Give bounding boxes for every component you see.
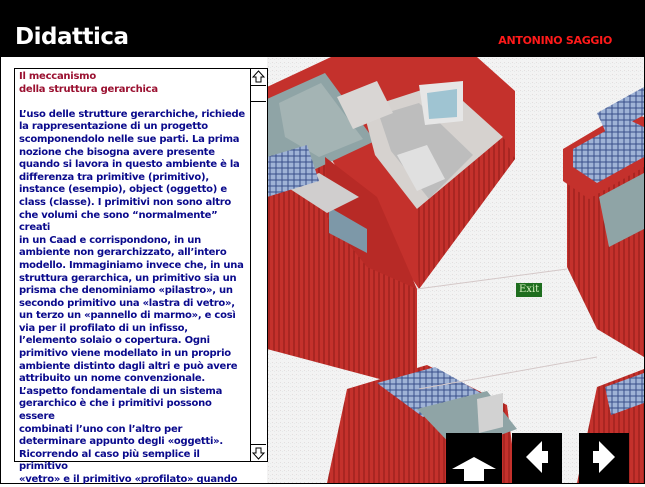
article-body-line: secondo primitivo una «lastra di vetro», [19, 297, 235, 309]
paragraph-spacer [19, 96, 249, 109]
article-body-line: class (classe). I primitivi non sono altro [19, 196, 232, 208]
next-page-button[interactable] [579, 433, 629, 483]
house-up-arrow-icon [446, 433, 502, 483]
article-body-line: scomponendolo nelle sue parti. La prima [19, 133, 240, 145]
article-body-line: modello. Immaginiamo invece che, in una [19, 259, 244, 271]
article-body-line: determinare appunto degli «oggetti». [19, 436, 223, 448]
scroll-up-button[interactable] [251, 69, 266, 86]
article-body-line: instance (esempio), object (oggetto) e [19, 184, 227, 196]
article-body-line: ambiente non gerarchizzato, all’intero [19, 247, 227, 259]
article-body-line: combinati l’uno con l’altro per [19, 423, 183, 435]
article-body-line: la rappresentazione di un progetto [19, 121, 208, 133]
article-body-line: quando si lavora in questo ambiente è la [19, 159, 240, 171]
article-body-line: differenza tra primitive (primitivo), [19, 171, 209, 183]
right-arrow-icon [579, 433, 629, 483]
article-body-line: nozione che bisogna avere presente [19, 146, 215, 158]
article-body-line: via per il profilato di un infisso, [19, 322, 188, 334]
article-body-line: primitivo viene modellato in un proprio [19, 348, 231, 360]
article-title-line: della struttura gerarchica [19, 83, 158, 95]
header-bar [1, 1, 644, 57]
article-text [19, 71, 249, 485]
article-panel [14, 68, 268, 485]
article-body-line: Ricorrendo al caso più semplice il primitivo [19, 448, 200, 473]
building-model-image [267, 57, 644, 483]
article-body-line: «vetro» e il primitivo «profilato» quando [19, 474, 238, 485]
article-body-line: ambiente distinto dagli altri e può avere [19, 360, 238, 372]
home-up-button[interactable] [446, 433, 502, 483]
scroll-up-arrow-icon [251, 69, 266, 85]
exit-button[interactable]: Exit [516, 283, 542, 297]
article-body-line: struttura gerarchica, un primitivo sia un [19, 272, 237, 284]
previous-page-button[interactable] [512, 433, 562, 483]
article-body-line: L’uso delle strutture gerarchiche, richiede [19, 108, 245, 120]
page-title: Didattica [15, 24, 129, 50]
left-arrow-icon [512, 433, 562, 483]
article-body-line: in un Caad e corrispondono, in un [19, 234, 201, 246]
article-body-line: l’elemento solaio o copertura. Ogni [19, 335, 210, 347]
article-body-line: attribuito un nome convenzionale. [19, 373, 205, 385]
article-body-line: prisma che denominiamo «pilastro», un [19, 285, 233, 297]
article-body-line: L’aspetto fondamentale di un sistema [19, 385, 223, 397]
scroll-down-arrow-icon [251, 445, 266, 461]
author-name: ANTONINO SAGGIO [498, 34, 612, 47]
scroll-down-button[interactable] [251, 444, 266, 461]
article-body-line: un terzo un «pannello di marmo», e così [19, 310, 236, 322]
article-title-line: Il meccanismo [19, 71, 96, 82]
article-body-line: gerarchico è che i primitivi possono essere [19, 398, 212, 423]
scroll-thumb[interactable] [251, 86, 266, 102]
article-body-line: che volumi che sono “normalmente” creati [19, 209, 218, 234]
scrollbar[interactable] [250, 69, 267, 461]
